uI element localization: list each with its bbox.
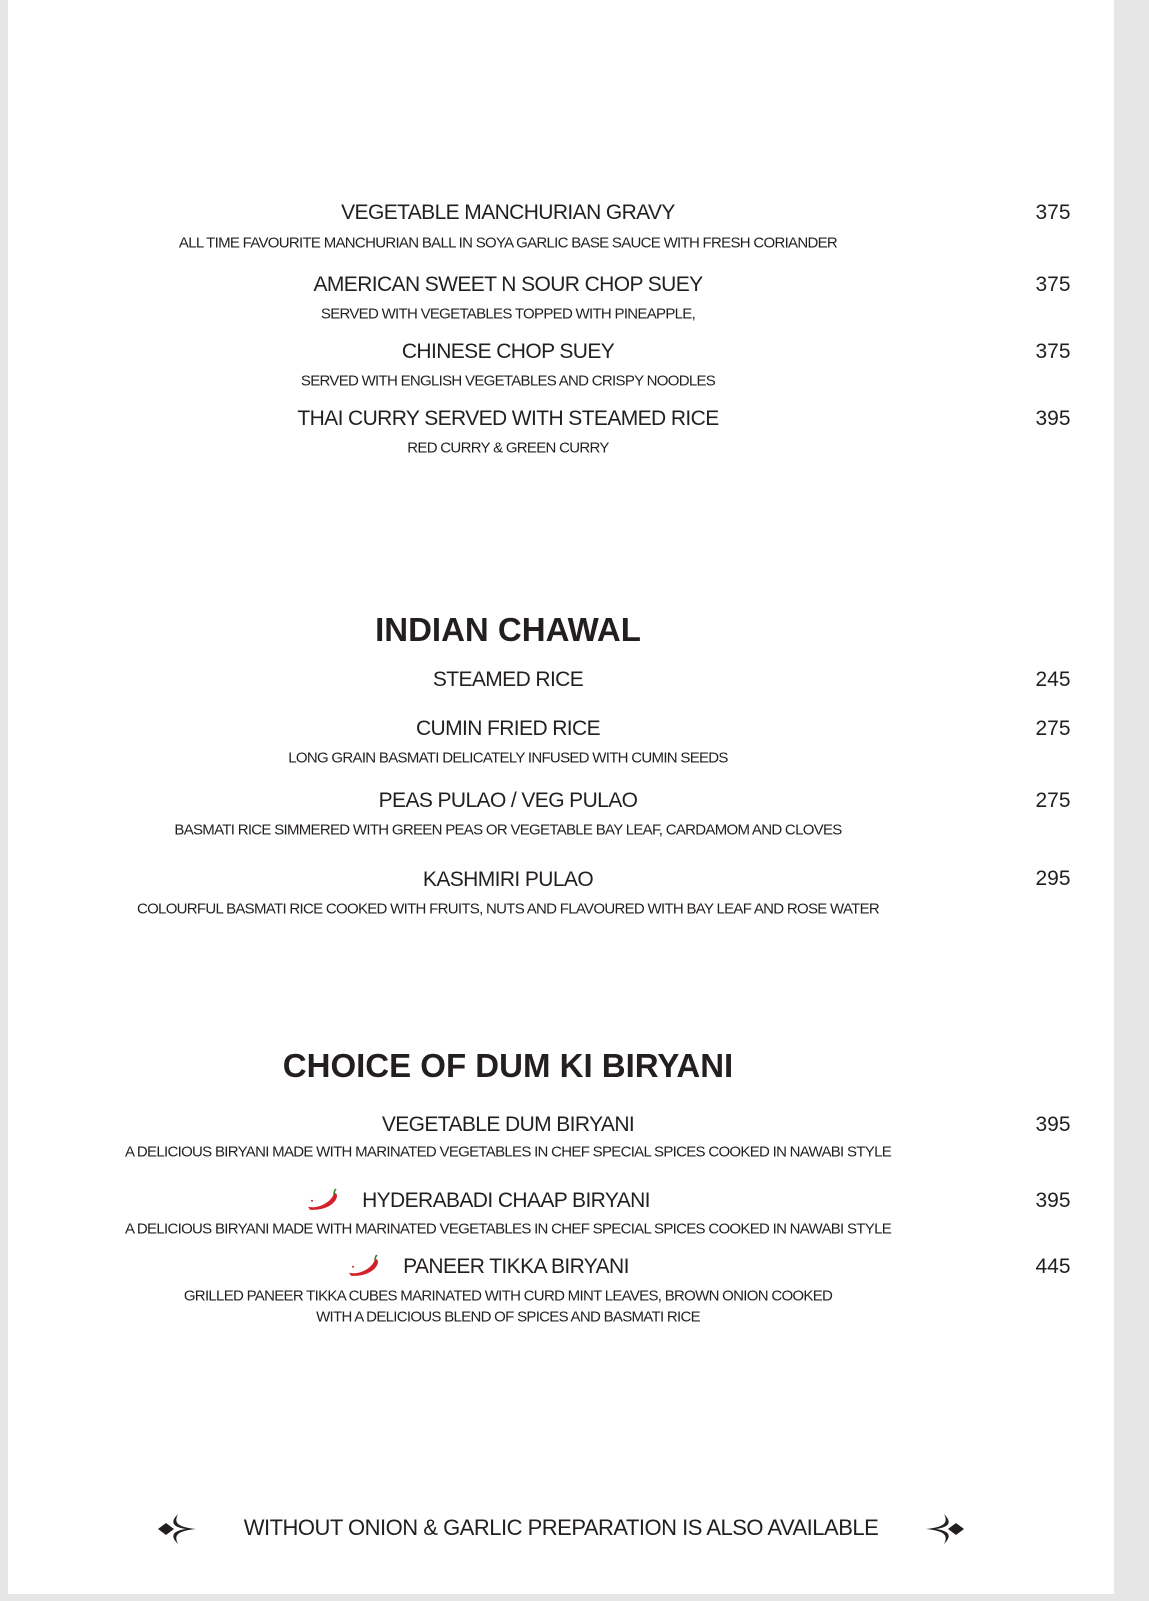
item-description: SERVED WITH VEGETABLES TOPPED WITH PINEAPPLE, — [320, 305, 696, 323]
item-description: ALL TIME FAVOURITE MANCHURIAN BALL IN SOYA GARLIC BASE SAUCE WITH FRESH CORIANDER — [178, 234, 838, 252]
item-price: 245 — [1035, 668, 1071, 691]
item-name: PEAS PULAO / VEG PULAO — [378, 789, 638, 812]
section-heading-dum-ki-biryani: CHOICE OF DUM KI BIRYANI — [282, 1047, 734, 1084]
item-price: 395 — [1035, 1113, 1071, 1136]
item-price: 275 — [1035, 789, 1071, 812]
item-name: CUMIN FRIED RICE — [415, 717, 601, 740]
footer-note: WITHOUT ONION & GARLIC PREPARATION IS ALSO AVAILABLE — [243, 1515, 879, 1540]
item-price: 375 — [1035, 201, 1071, 224]
item-name: KASHMIRI PULAO — [422, 868, 594, 891]
item-name-row — [0, 1189, 978, 1213]
item-price: 375 — [1035, 340, 1071, 363]
fleur-ornament-icon — [924, 1512, 966, 1546]
item-description: BASMATI RICE SIMMERED WITH GREEN PEAS OR VEGETABLE BAY LEAF, CARDAMOM AND CLOVES — [174, 821, 842, 839]
menu-page — [8, 0, 1114, 1594]
item-price: 395 — [1035, 407, 1071, 430]
item-price: 395 — [1035, 1189, 1071, 1212]
item-name: HYDERABADI CHAAP BIRYANI — [362, 1188, 650, 1212]
item-name: PANEER TIKKA BIRYANI — [403, 1254, 629, 1278]
item-name: STEAMED RICE — [432, 668, 584, 691]
item-name: VEGETABLE DUM BIRYANI — [381, 1113, 635, 1136]
item-description: A DELICIOUS BIRYANI MADE WITH MARINATED VEGETABLES IN CHEF SPECIAL SPICES COOKED IN NAWABI STYLE — [124, 1143, 892, 1161]
chili-pepper-icon — [306, 1189, 340, 1213]
item-price: 295 — [1035, 867, 1071, 890]
item-description: WITH A DELICIOUS BLEND OF SPICES AND BASMATI RICE — [316, 1308, 700, 1326]
item-description: COLOURFUL BASMATI RICE COOKED WITH FRUITS, NUTS AND FLAVOURED WITH BAY LEAF AND ROSE WATER — [136, 900, 880, 918]
item-name: THAI CURRY SERVED WITH STEAMED RICE — [297, 407, 719, 430]
item-description: LONG GRAIN BASMATI DELICATELY INFUSED WITH CUMIN SEEDS — [288, 749, 728, 767]
item-description: A DELICIOUS BIRYANI MADE WITH MARINATED VEGETABLES IN CHEF SPECIAL SPICES COOKED IN NAWABI STYLE — [124, 1220, 892, 1238]
item-name: VEGETABLE MANCHURIAN GRAVY — [341, 201, 675, 224]
item-price: 445 — [1035, 1255, 1071, 1278]
item-name: CHINESE CHOP SUEY — [401, 340, 615, 363]
item-name-row — [0, 1255, 988, 1279]
item-description: GRILLED PANEER TIKKA CUBES MARINATED WITH CURD MINT LEAVES, BROWN ONION COOKED — [183, 1287, 833, 1305]
chili-pepper-icon — [347, 1255, 381, 1279]
item-description: RED CURRY & GREEN CURRY — [407, 439, 609, 457]
item-description: SERVED WITH ENGLISH VEGETABLES AND CRISPY NOODLES — [300, 372, 716, 390]
item-price: 275 — [1035, 717, 1071, 740]
item-price: 375 — [1035, 273, 1071, 296]
item-name: AMERICAN SWEET N SOUR CHOP SUEY — [313, 273, 703, 296]
section-heading-indian-chawal: INDIAN CHAWAL — [375, 611, 641, 648]
